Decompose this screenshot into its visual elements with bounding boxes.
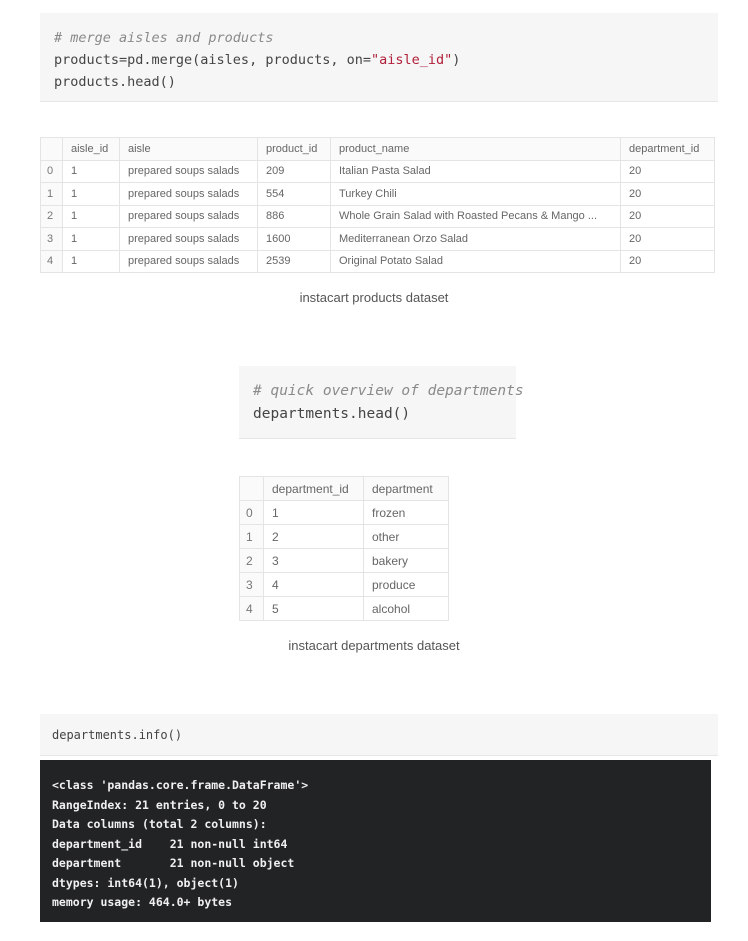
table-cell: Italian Pasta Salad [331,160,621,183]
table-cell: prepared soups salads [120,228,258,251]
figure-caption: instacart departments dataset [288,638,460,653]
table-cell: 4 [264,573,364,597]
table-cell: produce [364,573,449,597]
column-header: aisle [120,138,258,161]
column-header: department_id [621,138,715,161]
row-index: 2 [41,205,63,228]
column-header: product_name [331,138,621,161]
figure-caption: instacart products dataset [299,290,449,305]
row-index: 2 [240,549,264,573]
table-cell: 1 [63,183,120,206]
products-table [40,137,715,273]
output-line: <class 'pandas.core.frame.DataFrame'> [52,778,309,792]
table-cell: 209 [258,160,331,183]
output-line: department 21 non-null object [52,856,295,870]
row-index: 1 [240,525,264,549]
table-cell: 20 [621,160,715,183]
terminal-output [40,760,711,922]
table-row [240,501,449,525]
table-cell: prepared soups salads [120,205,258,228]
code-line-head: departments.head() [253,406,411,422]
table-row [240,573,449,597]
table-row [240,597,449,621]
code-text: ) [452,52,461,68]
code-line-head: products.head() [54,74,176,90]
table-cell: 20 [621,228,715,251]
table-row [41,160,715,183]
table-cell: prepared soups salads [120,183,258,206]
table-cell: Turkey Chili [331,183,621,206]
table-cell: prepared soups salads [120,250,258,273]
table-cell: 20 [621,250,715,273]
table-row [41,250,715,273]
row-index: 3 [240,573,264,597]
row-index: 4 [41,250,63,273]
table-cell: 3 [264,549,364,573]
code-cell-info [40,714,718,756]
code-comment: # quick overview of departments [253,383,524,399]
table-cell: frozen [364,501,449,525]
row-index: 0 [41,160,63,183]
table-row [240,549,449,573]
row-index: 4 [240,597,264,621]
table-cell: 886 [258,205,331,228]
table-cell: 1 [63,160,120,183]
table-header-row [240,477,449,501]
row-index: 3 [41,228,63,251]
table-cell: 1600 [258,228,331,251]
column-header: department_id [264,477,364,501]
code-string: "aisle_id" [370,52,453,68]
table-header-row [41,138,715,161]
table-cell: 20 [621,183,715,206]
table-cell: bakery [364,549,449,573]
code-cell-departments [239,366,524,439]
table-cell: 1 [264,501,364,525]
code-cell-merge [40,13,718,102]
table-cell: Original Potato Salad [331,250,621,273]
code-text: products=pd.merge(aisles, products, on= [54,52,371,68]
column-header: department [364,477,449,501]
table-cell: other [364,525,449,549]
output-line: department_id 21 non-null int64 [52,836,288,851]
table-cell: alcohol [364,597,449,621]
table-cell: 1 [63,250,120,273]
table-row [41,205,715,228]
table-cell: 2539 [258,250,331,273]
table-row [41,228,715,251]
column-header: aisle_id [63,138,120,161]
table-row [41,183,715,206]
column-header [41,138,63,161]
table-cell: Whole Grain Salad with Roasted Pecans & Mango ... [331,205,621,228]
row-index: 0 [240,501,264,525]
table-cell: 5 [264,597,364,621]
table-cell: 20 [621,205,715,228]
code-line-info: departments.info() [52,728,183,742]
code-comment: # merge aisles and products [54,30,274,46]
table-cell: Mediterranean Orzo Salad [331,228,621,251]
table-row [240,525,449,549]
table-cell: 554 [258,183,331,206]
column-header: product_id [258,138,331,161]
table-cell: 1 [63,205,120,228]
column-header [240,477,264,501]
departments-table [239,476,449,621]
output-line: dtypes: int64(1), object(1) [52,875,239,890]
output-line: Data columns (total 2 columns): [52,817,267,831]
code-line-merge [54,49,704,71]
output-line: memory usage: 464.0+ bytes [52,895,233,909]
table-cell: 2 [264,525,364,549]
row-index: 1 [41,183,63,206]
output-line: RangeIndex: 21 entries, 0 to 20 [52,797,267,812]
table-cell: 1 [63,228,120,251]
table-cell: prepared soups salads [120,160,258,183]
